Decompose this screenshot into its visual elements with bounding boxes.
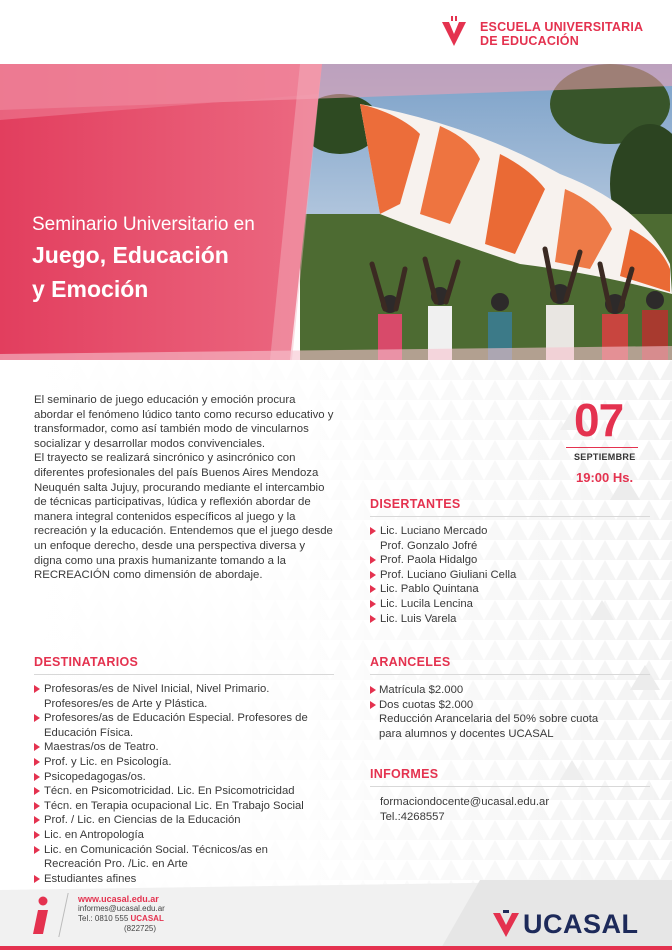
bullet-arrow-icon [34,743,40,751]
event-day: 07 [574,394,624,446]
speakers-title: DISERTANTES [370,497,461,511]
audience-item: Educación Física. [44,726,134,739]
footer-email-link[interactable]: informes@ucasal.edu.ar [78,904,165,913]
fees-divider [370,674,650,675]
date-divider [566,447,638,448]
intro-text [34,393,334,583]
bullet-arrow-icon [370,527,376,535]
bullet-arrow-icon [370,556,376,564]
info-divider [370,786,650,787]
audience-item: Prof. y Lic. en Psicología. [34,755,344,770]
ucasal-crest-icon [492,910,520,938]
intro-paragraph-1: El seminario de juego educación y emoción procura abordar el fenómeno lúdico tanto como recurso educativo y transformador, como así también modo de vincularnos socializar y desarrollar modos convivenciales. [34,394,334,450]
audience-item: Maestras/os de Teatro. [34,740,344,755]
bullet-arrow-icon [370,686,376,694]
hero-banner [0,64,672,360]
fee-enrollment: Matrícula $2.000 [370,683,650,698]
speaker-item: Lic. Luciano Mercado [370,524,650,539]
ucasal-wordmark: UCASAL [523,909,639,939]
school-name-line2: DE EDUCACIÓN [480,34,579,48]
bullet-arrow-icon [34,831,40,839]
fee-discount-line2: para alumnos y docentes UCASAL [379,727,554,740]
bullet-arrow-icon [34,802,40,810]
seminar-title [32,238,312,306]
bullet-arrow-icon [34,685,40,693]
audience-item: Profesores/es de Arte y Plástica. [44,697,208,710]
audience-title: DESTINATARIOS [34,655,139,669]
event-month: SEPTIEMBRE [574,452,636,462]
seminar-title-line1: Juego, Educación [32,242,229,268]
bullet-arrow-icon [370,571,376,579]
audience-item: Profesoras/es de Nivel Inicial, Nivel Primario. [34,682,344,697]
audience-item: Profesores/as de Educación Especial. Profesores de [34,711,344,726]
info-contact [380,795,549,825]
info-icon [30,896,52,936]
footer-website-link[interactable]: www.ucasal.edu.ar [78,894,159,904]
fee-installments: Dos cuotas $2.000 [370,698,650,713]
bullet-arrow-icon [370,701,376,709]
footer-phone: Tel.: 0810 555 UCASAL [78,914,164,923]
footer-phone-brand: UCASAL [130,914,164,923]
audience-item: Lic. en Comunicación Social. Técnicos/as en [34,843,344,858]
school-crest-icon [440,16,468,48]
bullet-arrow-icon [34,846,40,854]
audience-item: Recreación Pro. /Lic. en Arte [44,858,188,871]
fees-block [370,683,650,741]
speaker-item: Lic. Lucila Lencina [370,597,650,612]
event-time: 19:00 Hs. [576,470,634,485]
seminar-subtitle: Seminario Universitario en [32,214,255,235]
school-name [480,20,643,48]
footer-phone-number: (822725) [124,924,157,933]
bullet-arrow-icon [34,773,40,781]
bullet-arrow-icon [34,787,40,795]
bullet-arrow-icon [370,600,376,608]
audience-item: Psicopedagogas/os. [34,770,344,785]
fee-discount-line1: Reducción Arancelaria del 50% sobre cuota [379,713,599,726]
speakers-divider [370,516,650,517]
hero-graphic [0,64,672,360]
audience-item: Prof. / Lic. en Ciencias de la Educación [34,813,344,828]
info-email-link[interactable]: formaciondocente@ucasal.edu.ar [380,796,550,808]
audience-item: Técn. en Terapia ocupacional Lic. En Trabajo Social [34,799,344,814]
speaker-item: Lic. Pablo Quintana [370,582,650,597]
bullet-arrow-icon [370,585,376,593]
school-logo [440,16,670,52]
seminar-title-line2: y Emoción [32,276,149,302]
speaker-item: Prof. Gonzalo Jofré [380,539,478,552]
school-name-line1: ESCUELA UNIVERSITARIA [480,20,644,34]
info-phone: Tel.:4268557 [380,811,445,823]
footer-contact [78,894,165,934]
ucasal-logo [492,908,642,940]
audience-item: Técn. en Psicomotricidad. Lic. En Psicomotricidad [34,784,344,799]
speaker-item: Prof. Paola Hidalgo [370,553,650,568]
audience-item: Estudiantes afines [34,872,344,887]
audience-list [34,682,344,886]
audience-divider [34,674,334,675]
bullet-arrow-icon [34,758,40,766]
bullet-arrow-icon [34,816,40,824]
speaker-item: Lic. Luis Varela [370,612,650,627]
speakers-list [370,524,650,626]
fees-title: ARANCELES [370,655,451,669]
info-title: INFORMES [370,767,439,781]
bullet-arrow-icon [370,615,376,623]
audience-item: Lic. en Antropología [34,828,344,843]
intro-paragraph-2: El trayecto se realizará sincrónico y asincrónico con diferentes profesionales del país Buenos Aires Mendoza Neuquén salta Jujuy, procurando mediante el intercambio de técnicas participativas, lúdica y reflexión abordar de manera integral contenidos específicos al juego y la recreación y la educación. Entendemos que el juego desde un enfoque derecho, desde una perspectiva diversa y digna como una praxis humanizante tomando a la RECREACIÓN como dimensión de abordaje. [34,452,333,582]
bullet-arrow-icon [34,714,40,722]
speaker-item: Prof. Luciano Giuliani Cella [370,568,650,583]
